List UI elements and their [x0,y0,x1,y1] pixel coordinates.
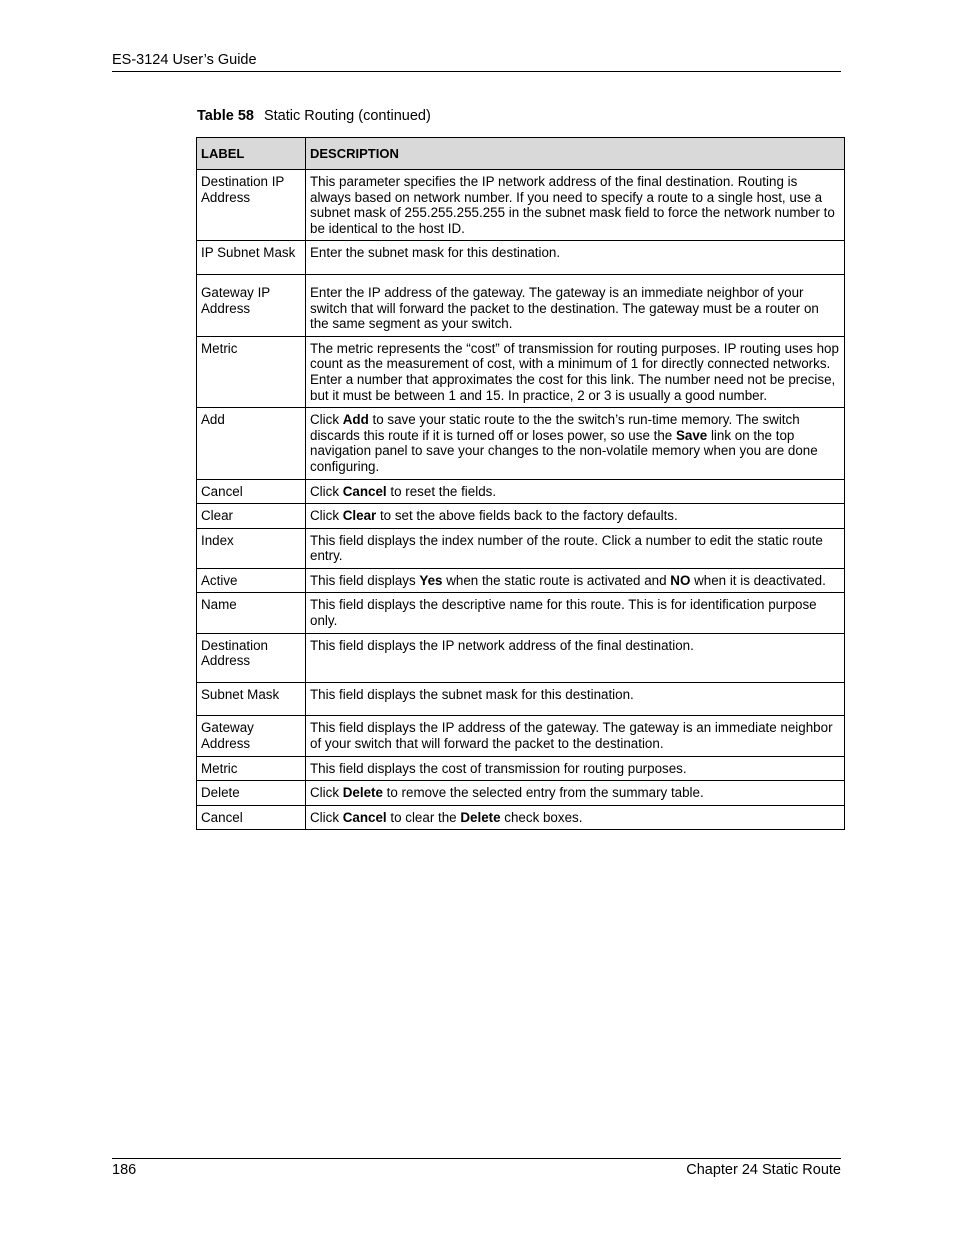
description-text: Enter the IP address of the gateway. The gateway is an immediate neighbor of your switch that will forward the packet to the destination. The gateway must be a router on the same segment as your switch. [310,284,819,332]
description-text: Click [310,412,343,428]
row-label: Destination Address [197,633,306,682]
table-row [197,568,845,593]
description-text: to remove the selected entry from the summary table. [382,785,704,801]
table-row [197,781,845,806]
label-column-header: LABEL [197,138,306,170]
row-label: Cancel [197,805,306,830]
row-label: Active [197,568,306,593]
description-text: Click [310,508,343,524]
table-row [197,479,845,504]
emphasized-term: Delete [460,809,501,825]
emphasized-term: Add [342,412,369,428]
description-text: when it is deactivated. [690,572,826,588]
description-text: Click [310,809,343,825]
row-label: Subnet Mask [197,682,306,716]
row-description [306,682,845,716]
row-label: IP Subnet Mask [197,241,306,275]
row-label: Name [197,593,306,633]
table-row [197,593,845,633]
table-row [197,682,845,716]
description-text: Click [310,483,343,499]
emphasized-term: Yes [419,572,443,588]
description-text: This field displays the IP network address of the final destination. [310,637,694,653]
description-text: to set the above fields back to the factory defaults. [376,508,678,524]
description-text: This parameter specifies the IP network address of the final destination. Routing is always based on network number. If you need to specify a route to a single host, use a subnet mask of 255.255.255.255 in the subnet mask field to force the network number to be identical to the host ID. [310,174,835,236]
emphasized-term: Cancel [342,809,387,825]
table-number: Table 58 [197,108,254,124]
running-header: ES-3124 User’s Guide [112,52,257,68]
row-label: Clear [197,504,306,529]
row-description [306,593,845,633]
row-description [306,805,845,830]
row-description [306,756,845,781]
table-row [197,336,845,407]
description-text: This field displays the cost of transmission for routing purposes. [310,760,687,776]
row-label: Destination IP Address [197,170,306,241]
description-text: This field displays [310,572,420,588]
table-title: Static Routing (continued) [263,108,431,124]
page-number: 186 [112,1162,137,1178]
static-routing-table [196,137,845,830]
description-text: This field displays the subnet mask for this destination. [310,686,634,702]
description-column-header: DESCRIPTION [306,138,845,170]
row-label: Delete [197,781,306,806]
table-row [197,716,845,756]
row-description [306,716,845,756]
row-label: Gateway Address [197,716,306,756]
row-description [306,241,845,275]
row-description [306,504,845,529]
table-row [197,633,845,682]
emphasized-term: Clear [342,508,377,524]
description-text: The metric represents the “cost” of transmission for routing purposes. IP routing uses hop count as the measurement of cost, with a minimum of 1 for directly connected networks. Enter a number that approximates the cost for this link. The number need not be precise, but it must be between 1 and 15. In practice, 2 or 3 is usually a good number. [310,340,839,403]
row-description [306,336,845,407]
row-description [306,781,845,806]
table-row [197,170,845,241]
row-label: Metric [197,756,306,781]
row-label: Cancel [197,479,306,504]
description-text: This field displays the index number of the route. Click a number to edit the static route entry. [310,532,823,564]
row-label: Index [197,528,306,568]
row-label: Add [197,408,306,479]
description-text: Enter the subnet mask for this destination. [310,245,561,261]
table-body [197,170,845,830]
chapter-title: Chapter 24 Static Route [686,1162,841,1178]
description-text: to reset the fields. [386,483,497,499]
row-label: Metric [197,336,306,407]
table-row [197,504,845,529]
table-row [197,241,845,275]
row-label: Gateway IP Address [197,274,306,336]
emphasized-term: Save [675,427,708,443]
description-text: to save your static route to the the switch’s run-time memory. The switch discards this route if it is turned off or loses power, so use the [310,412,800,443]
table-row [197,274,845,336]
description-text: This field displays the IP address of the gateway. The gateway is an immediate neighbor of your switch that will forward the packet to the destination. [310,720,833,752]
emphasized-term: Delete [342,785,383,801]
row-description [306,408,845,479]
row-description [306,479,845,504]
header-rule [112,71,841,72]
table-row [197,805,845,830]
emphasized-term: Cancel [342,483,387,499]
description-text: Click [310,785,343,801]
emphasized-term: NO [670,572,691,588]
row-description [306,170,845,241]
description-text: to clear the [386,809,461,825]
row-description [306,528,845,568]
description-text: check boxes. [500,809,583,825]
table-row [197,528,845,568]
row-description [306,274,845,336]
table-caption [197,108,431,125]
description-text: link on the top navigation panel to save your changes to the non-volatile memory when you are done configuring. [310,427,818,474]
footer-rule [112,1158,841,1159]
row-description [306,568,845,593]
table-header-row [197,138,845,170]
table-row [197,756,845,781]
row-description [306,633,845,682]
description-text: This field displays the descriptive name for this route. This is for identification purpose only. [310,597,817,629]
description-text: when the static route is activated and [442,572,671,588]
table-row [197,408,845,479]
